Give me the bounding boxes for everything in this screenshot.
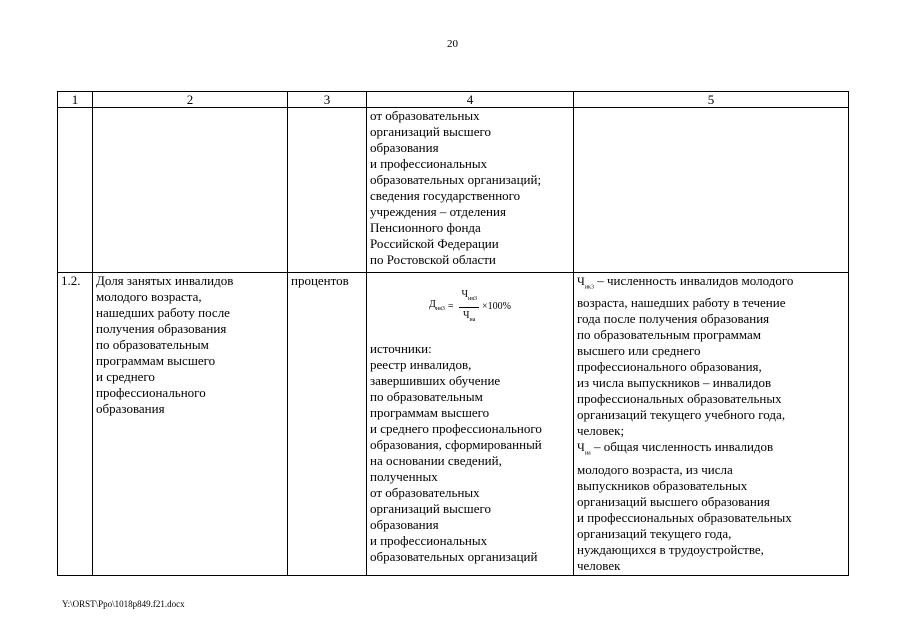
- formula-fraction: [459, 287, 478, 328]
- formula: [370, 273, 570, 341]
- formula-multiplier: ×100%: [481, 301, 511, 312]
- header-col-4: 4: [367, 92, 574, 108]
- page-number: 20: [447, 38, 458, 50]
- formula-numerator: $Ч_{ия3}$: [459, 287, 478, 308]
- calculation-cell: [367, 273, 574, 576]
- cell-empty: [58, 108, 93, 273]
- header-col-5: 5: [574, 92, 849, 108]
- definition-2-symbol: $Ч_{иа}$: [577, 440, 591, 457]
- table-row: [58, 108, 849, 273]
- footer-file-path: Y:\ORST\Ppo\1018p849.f21.docx: [62, 599, 185, 609]
- indicators-table: [57, 91, 849, 576]
- formula-denominator: $Ч_{иа}$: [463, 309, 476, 323]
- formula-eq: =: [447, 301, 454, 312]
- definitions-cell: [574, 273, 849, 576]
- table-header-row: [58, 92, 849, 108]
- formula-lhs: $Д_{ия3}$: [429, 299, 445, 312]
- unit-of-measure: процентов: [288, 273, 367, 576]
- cell-empty: [574, 108, 849, 273]
- header-col-3: 3: [288, 92, 367, 108]
- table-row: [58, 273, 849, 576]
- cell-empty: [93, 108, 288, 273]
- definition-2: $Ч_{иа}$ – общая численность инвалидов молодого возраста, из числа выпускников образовательных организаций высшего образования и профессиональных образовательных организаций текущего года, нуждающихся в трудоустройстве, человек: [577, 439, 792, 573]
- header-col-2: 2: [93, 92, 288, 108]
- definition-1-symbol: $Ч_{ик3}$: [577, 274, 594, 291]
- row-number: 1.2.: [58, 273, 93, 576]
- cell-empty: [288, 108, 367, 273]
- sources-text: источники: реестр инвалидов, завершивших обучение по образовательным программам высшего и среднего профессионального образования, сформированный на основании сведений, полученных от образовательных организаций высшего образования и профессиональных образовательных организаций: [370, 341, 542, 564]
- indicator-name: Доля занятых инвалидов молодого возраста, нашедших работу после получения образования по образовательным программам высшего и среднего профессионального образования: [93, 273, 288, 576]
- continuation-sources: от образовательных организаций высшего образования и профессиональных образовательных организаций; сведения государственного учреждения – отделения Пенсионного фонда Российской Федерации по Ростовской области: [367, 108, 574, 273]
- definition-1: $Ч_{ик3}$ – численность инвалидов молодого возраста, нашедших работу в течение года после получения образования по образовательным программам высшего или среднего профессионального образования, из числа выпускников – инвалидов профессиональных образовательных организаций текущего учебного года, человек;: [577, 273, 794, 439]
- header-col-1: 1: [58, 92, 93, 108]
